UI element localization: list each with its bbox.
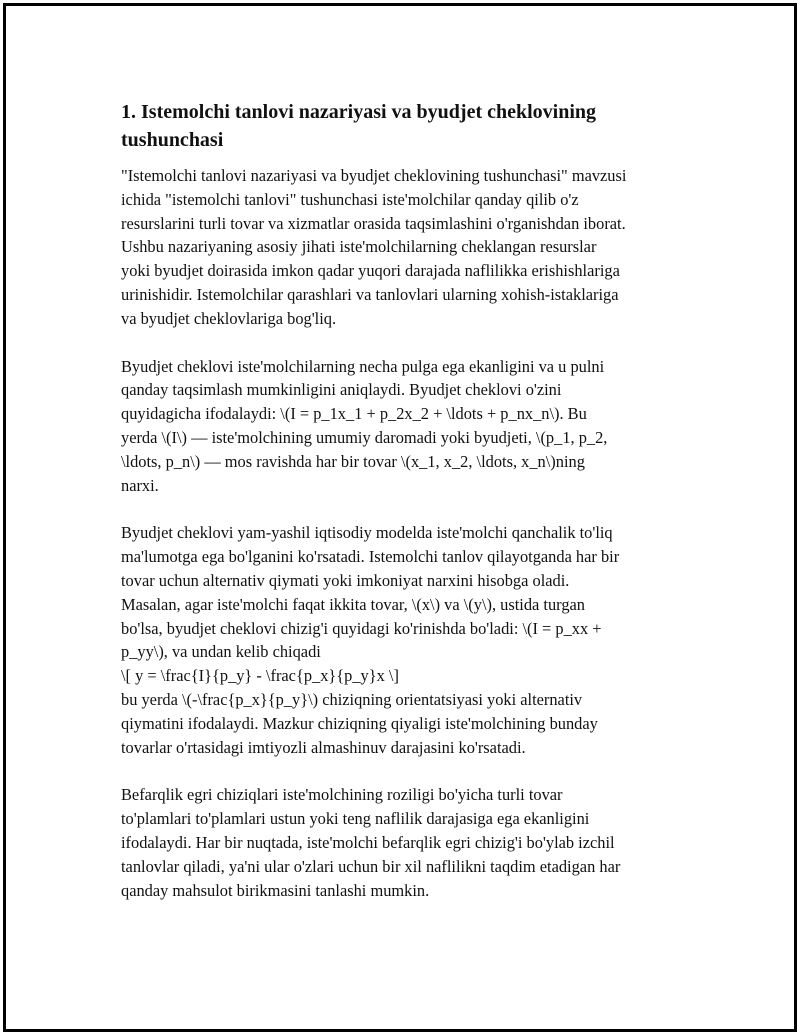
paragraph-budget-line: Byudjet cheklovi yam-yashil iqtisodiy modelda iste'molchi qanchalik to'liq ma'lumotga ega bo'lganini ko'rsatadi. Istemolchi tanlov qilayotganda har bir tovar uchun alternativ qiymati yoki imkoniyat narxini hisobga oladi. Masalan, agar iste'molchi faqat ikkita tovar, \(x\) va \(y\), ustida turgan bo'lsa, byudjet cheklovi chizig'i quyidagi ko'rinishda bo'ladi: \(I = p_xx + p_yy\), va undan kelib chiqadi \[ y = \frac{I}{p_y} - \frac{p_x}{p_y}x \] bu yerda \(-\frac{p_x}{p_y}\) chiziqning orientatsiyasi yoki alternativ qiymatini ifodalaydi. Mazkur chiziqning qiyaligi iste'molchining bunday tovarlar o'rtasidagi imtiyozli almashinuv darajasini ko'rsatadi. xyxy=(121,523,620,757)
paragraph-indifference-curves: Befarqlik egri chiziqlari iste'molchining roziligi bo'yicha turli tovar to'plamlari to'plamlari ustun yoki teng naflilik darajasiga ega ekanligini ifodalaydi. Har bir nuqtada, iste'molchi befarqlik egri chizig'i bo'ylab izchil tanlovlar qiladi, ya'ni ular o'zlari uchun bir xil naflilikni taqdim etadigan har qanday mahsulot birikmasini tanlashi mumkin. xyxy=(121,785,621,900)
page-frame xyxy=(3,3,797,1032)
section-heading: 1. Istemolchi tanlovi nazariyasi va byudjet cheklovining tushunchasi xyxy=(121,101,597,151)
document-body xyxy=(121,98,701,926)
paragraph-budget-constraint: Byudjet cheklovi iste'molchilarning necha pulga ega ekanligini va u pulni qanday taqsimlash mumkinligini aniqlaydi. Byudjet cheklovi o'zini quyidagicha ifodalaydi: \(I = p_1x_1 + p_2x_2 + \ldots + p_nx_n\). Bu yerda \(I\) — iste'molchining umumiy daromadi yoki byudjeti, \(p_1, p_2, \ldots, p_n\) — mos ravishda har bir tovar \(x_1, x_2, \ldots, x_n\)ning narxi. xyxy=(121,356,608,495)
paragraph-consumer-choice: "Istemolchi tanlovi nazariyasi va byudjet cheklovining tushunchasi" mavzusi ichida "istemolchi tanlovi" tushunchasi iste'molchilar qanday qilib o'z resurslarini turli tovar va xizmatlar orasida taqsimlashini o'rganishdan iborat. Ushbu nazariyaning asosiy jihati iste'molchilarning cheklangan resurslar yoki byudjet doirasida imkon qadar yuqori darajada naflilikka erishishlariga urinishidir. Istemolchilar qarashlari va tanlovlari ularning xohish-istaklariga va byudjet cheklovlariga bog'liq. xyxy=(121,166,627,328)
